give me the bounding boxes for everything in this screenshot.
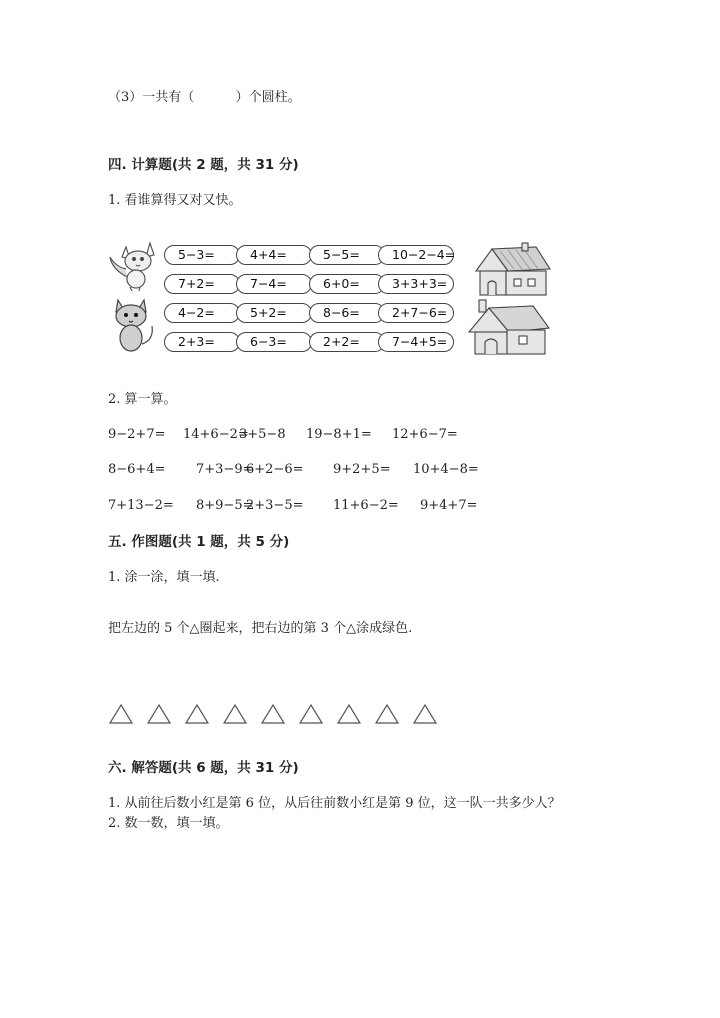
section-4-title: 四. 计算题(共 2 题，共 31 分): [108, 157, 299, 173]
calc-pill: 6−3=: [236, 332, 312, 352]
triangle-8: [374, 703, 400, 725]
calc-item: 2+3−5=: [246, 498, 304, 513]
section-6-title: 六. 解答题(共 6 题，共 31 分): [108, 760, 299, 776]
section-4-question-2: 2. 算一算。: [108, 392, 177, 407]
calc-item: 19−8+1=: [306, 427, 372, 442]
section-6-question-1: 1. 从前往后数小红是第 6 位，从后往前数小红是第 9 位，这一队一共多少人？: [108, 796, 561, 811]
calc-pill: 3+3+3=: [378, 274, 454, 294]
triangle-2: [146, 703, 172, 725]
calc-item: 10+4−8=: [413, 462, 479, 477]
calc-pill: 5−5=: [309, 245, 385, 265]
calc-item: 8+9−5=: [196, 498, 254, 513]
calc-pill: 2+2=: [309, 332, 385, 352]
section-5-question-1: 1. 涂一涂，填一填.: [108, 570, 220, 585]
house-illustration: [465, 298, 551, 356]
calc-item: 11+6−2=: [333, 498, 399, 513]
triangle-9: [412, 703, 438, 725]
calc-pill: 7−4=: [236, 274, 312, 294]
triangle-6: [298, 703, 324, 725]
question-3-line: （3）一共有（ ）个圆柱。: [108, 90, 301, 105]
calc-item: 14+6−2=: [183, 427, 249, 442]
calc-pill: 6+0=: [309, 274, 385, 294]
calc-pill: 4−2=: [164, 303, 240, 323]
cat-illustration: [108, 296, 160, 354]
calc-item: 8−6+4=: [108, 462, 166, 477]
calc-pill: 5+2=: [236, 303, 312, 323]
calc-pill: 4+4=: [236, 245, 312, 265]
triangle-1: [108, 703, 134, 725]
calc-pill: 5−3=: [164, 245, 240, 265]
house-illustration: [470, 241, 552, 297]
calc-pill: 8−6=: [309, 303, 385, 323]
calc-item: 3+5−8: [239, 427, 286, 442]
calc-item: 7+13−2=: [108, 498, 174, 513]
section-5-instruction: 把左边的 5 个△圈起来，把右边的第 3 个△涂成绿色.: [108, 621, 413, 636]
fox-illustration: [106, 239, 160, 291]
calc-item: 7+3−9=: [196, 462, 254, 477]
calc-item: 9+4+7=: [420, 498, 478, 513]
section-6-question-2: 2. 数一数，填一填。: [108, 816, 229, 831]
triangle-5: [260, 703, 286, 725]
calc-pill: 10−2−4=: [378, 245, 454, 265]
calc-pill: 7−4+5=: [378, 332, 454, 352]
calc-item: 9−2+7=: [108, 427, 166, 442]
triangle-3: [184, 703, 210, 725]
section-5-title: 五. 作图题(共 1 题，共 5 分): [108, 534, 290, 550]
calc-pill: 7+2=: [164, 274, 240, 294]
calc-pill: 2+3=: [164, 332, 240, 352]
calc-item: 12+6−7=: [392, 427, 458, 442]
calc-item: 6+2−6=: [246, 462, 304, 477]
calc-pill: 2+7−6=: [378, 303, 454, 323]
section-4-question-1: 1. 看谁算得又对又快。: [108, 193, 242, 208]
calc-item: 9+2+5=: [333, 462, 391, 477]
triangle-7: [336, 703, 362, 725]
triangle-4: [222, 703, 248, 725]
